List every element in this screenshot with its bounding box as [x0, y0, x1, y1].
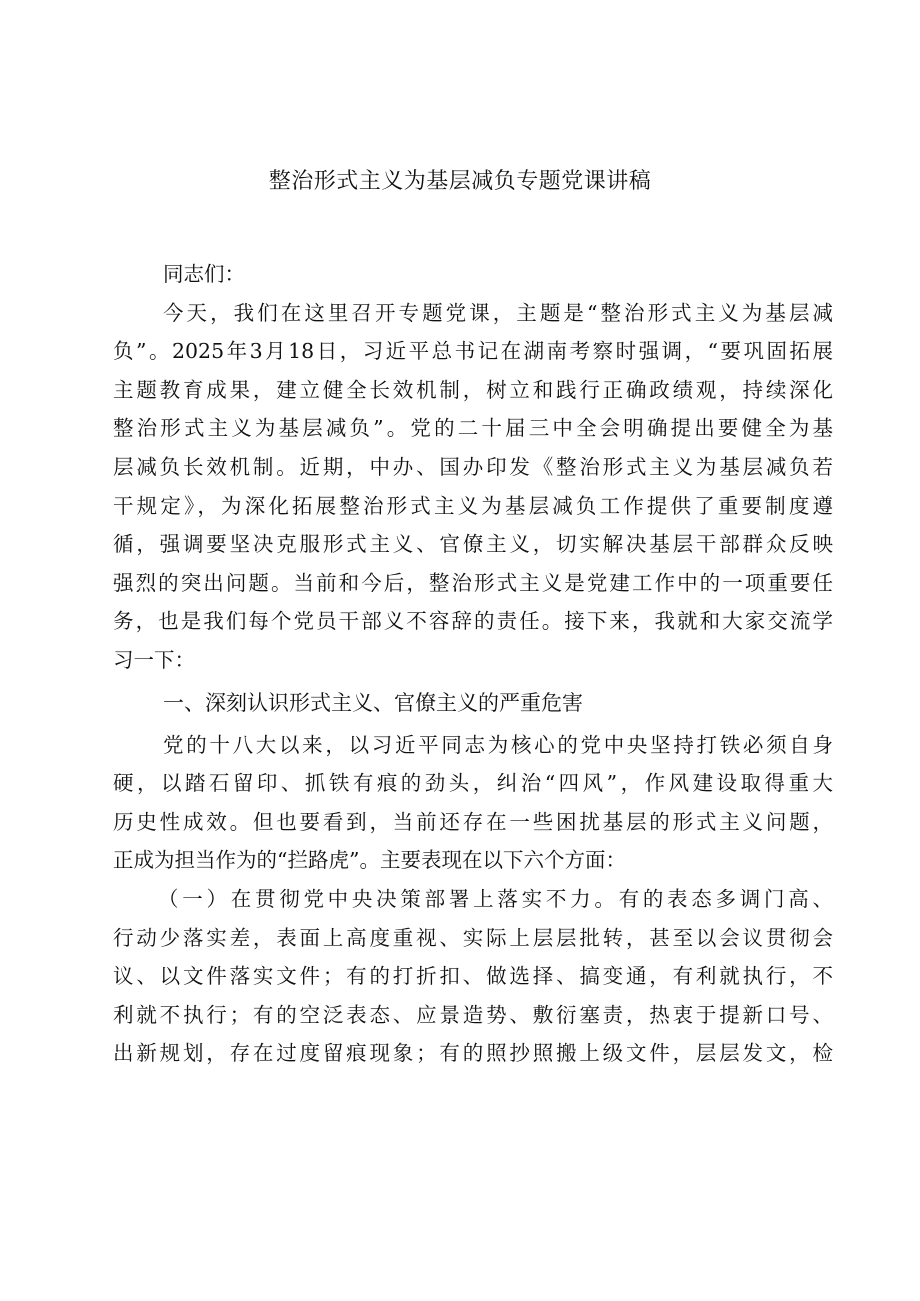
- paragraph-line: 硬，以踏石留印、抓铁有痕的劲头，纠治“四风”，作风建设取得重大: [113, 771, 833, 796]
- paragraph-line: 今天，我们在这里召开专题党课，主题是“整治形式主义为基层减: [163, 300, 833, 325]
- paragraph-line: 负”。2025年3月18日，习近平总书记在湖南考察时强调，“要巩固拓展: [113, 339, 833, 364]
- paragraph-line: 历史性成效。但也要看到，当前还存在一些困扰基层的形式主义问题，: [113, 809, 833, 834]
- paragraph-line: 党的十八大以来，以习近平同志为核心的党中央坚持打铁必须自身: [163, 732, 833, 757]
- section-heading: 一、深刻认识形式主义、官僚主义的严重危害: [163, 690, 583, 715]
- paragraph-line: 正成为担当作为的“拦路虎”。主要表现在以下六个方面：: [113, 848, 626, 873]
- paragraph-line: 同志们：: [163, 262, 245, 286]
- paragraph-line: 主题教育成果，建立健全长效机制，树立和践行正确政绩观，持续深化: [113, 377, 833, 402]
- paragraph-line: 习一下：: [113, 647, 195, 672]
- paragraph-line: 强烈的突出问题。当前和今后，整治形式主义是党建工作中的一项重要任: [113, 570, 833, 595]
- paragraph-line: 层减负长效机制。近期，中办、国办印发《整治形式主义为基层减负若: [113, 454, 833, 479]
- document-body: [113, 255, 833, 1073]
- paragraph-line: 出新规划，存在过度留痕现象；有的照抄照搬上级文件，层层发文，检: [113, 1041, 833, 1066]
- paragraph-line: 干规定》，为深化拓展整治形式主义为基层减负工作提供了重要制度遵: [113, 493, 833, 518]
- paragraph-line: 务，也是我们每个党员干部义不容辞的责任。接下来，我就和大家交流学: [113, 609, 833, 634]
- paragraph-line: （一）在贯彻党中央决策部署上落实不力。有的表态多调门高、: [158, 886, 833, 911]
- paragraph-line: 整治形式主义为基层减负”。党的二十届三中全会明确提出要健全为基: [113, 416, 833, 441]
- paragraph-line: 利就不执行；有的空泛表态、应景造势、敷衍塞责，热衷于提新口号、: [113, 1002, 833, 1027]
- paragraph-line: 议、以文件落实文件；有的打折扣、做选择、搞变通，有利就执行，不: [113, 964, 833, 989]
- paragraph-line: 行动少落实差，表面上高度重视、实际上层层批转，甚至以会议贯彻会: [113, 925, 833, 950]
- paragraph-line: 循，强调要坚决克服形式主义、官僚主义，切实解决基层干部群众反映: [113, 532, 833, 557]
- document-title: 整治形式主义为基层减负专题党课讲稿: [268, 169, 652, 194]
